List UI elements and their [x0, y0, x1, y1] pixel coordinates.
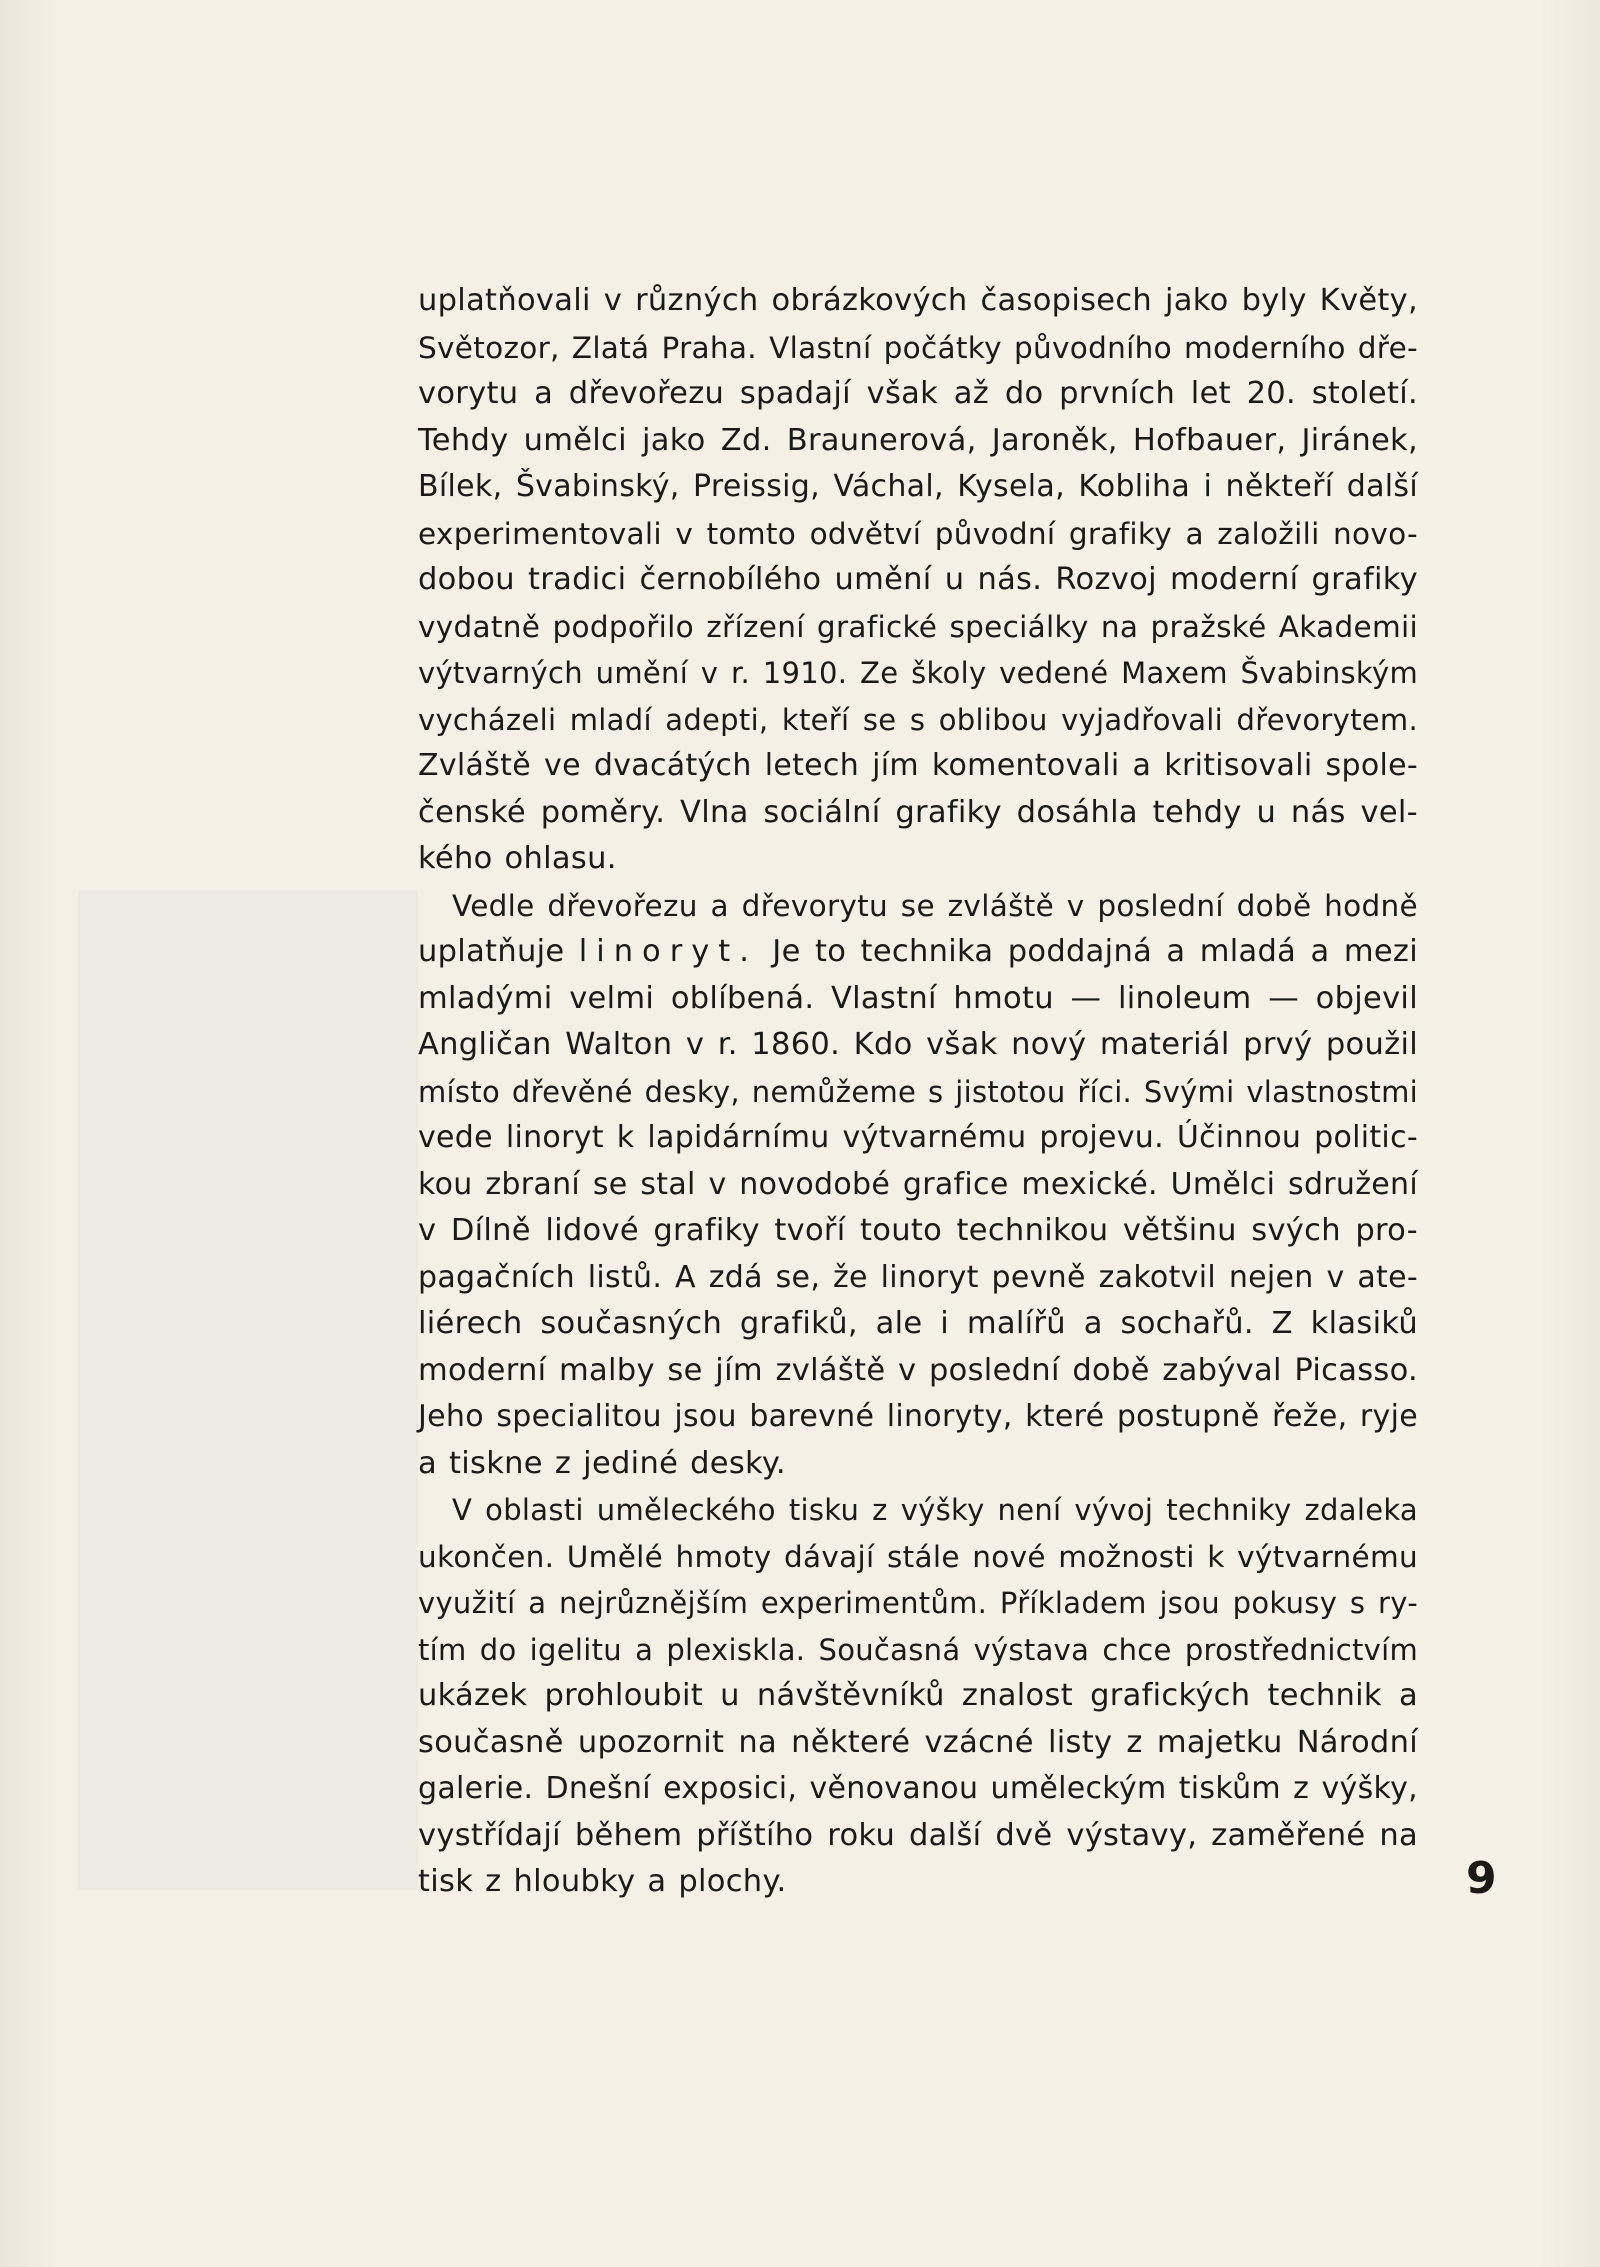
text-line: Jeho specialitou jsou barevné linoryty, které postupně řeže, ryje: [418, 1399, 1418, 1434]
text-line: tisk z hloubky a plochy.: [418, 1864, 787, 1899]
text-line: dobou tradici černobílého umění u nás. Rozvoj moderní grafiky: [418, 562, 1418, 597]
text-line: V oblasti uměleckého tisku z výšky není vývoj techniky zdaleka: [452, 1493, 1418, 1527]
text-line: galerie. Dnešní exposici, věnovanou uměleckým tiskům z výšky,: [418, 1771, 1418, 1806]
text-line: uplatňovali v různých obrázkových časopisech jako byly Květy,: [418, 283, 1418, 318]
text-line: čenské poměry. Vlna sociální grafiky dosáhla tehdy u nás vel-: [418, 794, 1418, 830]
text-line: ukončen. Umělé hmoty dávají stále nové možnosti k výtvarnému: [418, 1539, 1418, 1574]
text-line: pagačních listů. A zdá se, že linoryt pevně zakotvil nejen v ate-: [418, 1259, 1418, 1295]
text-line: Světozor, Zlatá Praha. Vlastní počátky původního moderního dře-: [418, 330, 1418, 365]
emphasized-term: linoryt.: [578, 934, 758, 969]
page-number: 9: [1466, 1853, 1497, 1904]
text-line: experimentovali v tomto odvětví původní grafiky a založili novo-: [418, 516, 1418, 551]
text-line: liérech současných grafiků, ale i malířů a sochařů. Z klasiků: [418, 1306, 1418, 1341]
text-line: Angličan Walton v r. 1860. Kdo však nový materiál prvý použil: [418, 1027, 1418, 1062]
text-fragment: uplatňuje: [418, 934, 565, 969]
text-fragment: Je to technika poddajná a mladá a mezi: [772, 934, 1418, 969]
text-line: moderní malby se jím zvláště v poslední době zabýval Picasso.: [418, 1352, 1418, 1388]
text-line: výtvarných umění v r. 1910. Ze školy vedené Maxem Švabinským: [418, 656, 1418, 690]
text-line: kého ohlasu.: [418, 841, 617, 876]
text-line: v Dílně lidové grafiky tvoří touto technikou většinu svých pro-: [418, 1213, 1418, 1248]
paragraph-1: [418, 278, 1418, 883]
bleed-through-image: [78, 890, 418, 1890]
paragraph-3: [418, 1487, 1418, 1906]
text-line: mladými velmi oblíbená. Vlastní hmotu — linoleum — objevil: [418, 980, 1418, 1016]
text-line: vorytu a dřevořezu spadají však až do prvních let 20. století.: [418, 376, 1418, 411]
text-line: tím do igelitu a plexiskla. Současná výstava chce prostřednictvím: [418, 1632, 1418, 1667]
text-line: využití a nejrůznějším experimentům. Příkladem jsou pokusy s ry-: [418, 1586, 1418, 1620]
text-line: vystřídají během příštího roku další dvě výstavy, zaměřené na: [418, 1817, 1418, 1853]
text-line: Zvláště ve dvacátých letech jím komentovali a kritisovali spole-: [418, 748, 1418, 783]
text-line: místo dřevěné desky, nemůžeme s jistotou říci. Svými vlastnostmi: [418, 1074, 1418, 1109]
text-line: vycházeli mladí adepti, kteří se s oblibou vyjadřovali dřevorytem.: [418, 702, 1418, 737]
text-line: současně upozornit na některé vzácné listy z majetku Národní: [418, 1724, 1418, 1760]
text-line: kou zbraní se stal v novodobé grafice mexické. Umělci sdružení: [418, 1166, 1418, 1202]
text-line: a tiskne z jediné desky.: [418, 1445, 786, 1481]
text-line: ukázek prohloubit u návštěvníků znalost grafických technik a: [418, 1678, 1418, 1713]
body-text: [418, 278, 1418, 1906]
text-line: Vedle dřevořezu a dřevorytu se zvláště v poslední době hodně: [452, 888, 1418, 923]
text-line: vede linoryt k lapidárnímu výtvarnému projevu. Účinnou politic-: [418, 1120, 1418, 1155]
text-line: vydatně podpořilo zřízení grafické speciálky na pražské Akademii: [418, 609, 1418, 644]
paragraph-2: [418, 883, 1418, 1488]
text-line: Tehdy umělci jako Zd. Braunerová, Jaroněk, Hofbauer, Jiránek,: [418, 422, 1418, 458]
text-line: Bílek, Švabinský, Preissig, Váchal, Kysela, Kobliha i někteří další: [418, 469, 1418, 504]
text-line: [418, 929, 1418, 976]
